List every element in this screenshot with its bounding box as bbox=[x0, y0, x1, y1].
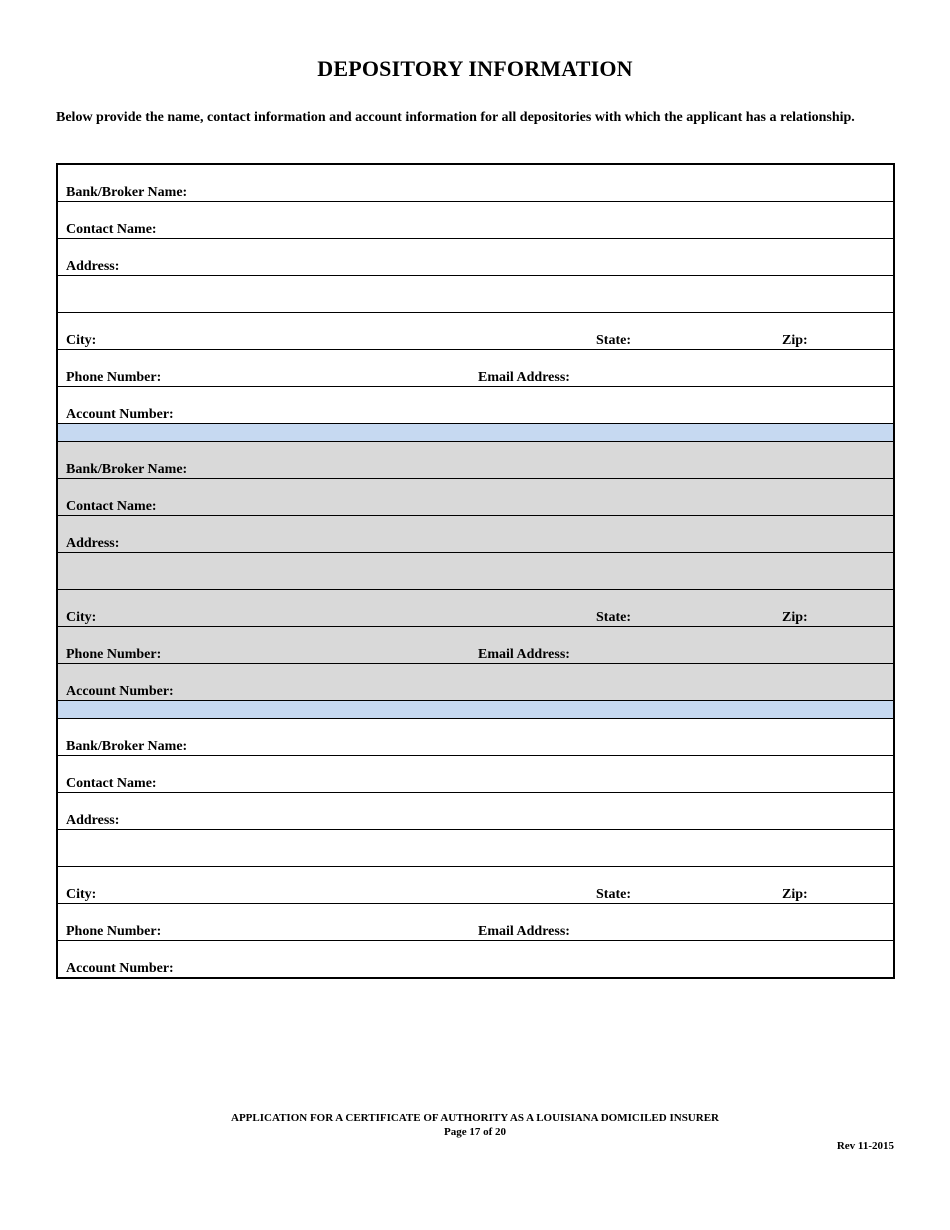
field-label: Zip: bbox=[782, 333, 808, 348]
field-label: Address: bbox=[66, 259, 120, 274]
account-number-field[interactable] bbox=[58, 664, 893, 701]
block-separator bbox=[58, 701, 893, 719]
address-line-2-field[interactable] bbox=[58, 276, 893, 313]
city-state-zip-row[interactable] bbox=[58, 590, 893, 627]
contact-name-field[interactable] bbox=[58, 479, 893, 516]
field-label: Phone Number: bbox=[66, 370, 162, 385]
field-label: Bank/Broker Name: bbox=[66, 739, 188, 754]
phone-email-row[interactable] bbox=[58, 350, 893, 387]
page-number: Page 17 of 20 bbox=[443, 1126, 506, 1138]
account-number-field[interactable] bbox=[58, 941, 893, 977]
account-number-field[interactable] bbox=[58, 387, 893, 424]
field-label: Email Address: bbox=[478, 924, 570, 939]
field-label: Email Address: bbox=[478, 647, 570, 662]
revision-label: Rev 11-2015 bbox=[836, 1140, 894, 1152]
field-label: State: bbox=[596, 610, 631, 625]
field-label: Email Address: bbox=[478, 370, 570, 385]
city-state-zip-row[interactable] bbox=[58, 313, 893, 350]
field-label: Phone Number: bbox=[66, 924, 162, 939]
city-state-zip-row[interactable] bbox=[58, 867, 893, 904]
intro-text: Below provide the name, contact information and account information for all depositories with which the applicant has a relationship. bbox=[56, 110, 855, 125]
field-label: Zip: bbox=[782, 887, 808, 902]
field-label: City: bbox=[66, 333, 97, 348]
contact-name-field[interactable] bbox=[58, 202, 893, 239]
bank-broker-name-field[interactable] bbox=[58, 165, 893, 202]
address-line-2-field[interactable] bbox=[58, 553, 893, 590]
field-label: Address: bbox=[66, 536, 120, 551]
bank-broker-name-field[interactable] bbox=[58, 442, 893, 479]
field-label: Account Number: bbox=[66, 684, 174, 699]
depository-form bbox=[56, 163, 895, 979]
address-field[interactable] bbox=[58, 516, 893, 553]
phone-email-row[interactable] bbox=[58, 627, 893, 664]
field-label: Contact Name: bbox=[66, 776, 157, 791]
block-separator bbox=[58, 424, 893, 442]
field-label: Contact Name: bbox=[66, 499, 157, 514]
footer-title: APPLICATION FOR A CERTIFICATE OF AUTHORITY AS A LOUISIANA DOMICILED INSURER bbox=[231, 1112, 719, 1124]
field-label: Bank/Broker Name: bbox=[66, 185, 188, 200]
depository-block-1 bbox=[58, 165, 893, 424]
field-label: Contact Name: bbox=[66, 222, 157, 237]
field-label: Address: bbox=[66, 813, 120, 828]
address-field[interactable] bbox=[58, 239, 893, 276]
field-label: Bank/Broker Name: bbox=[66, 462, 188, 477]
page-footer bbox=[0, 1111, 950, 1139]
field-label: Zip: bbox=[782, 610, 808, 625]
field-label: City: bbox=[66, 610, 97, 625]
bank-broker-name-field[interactable] bbox=[58, 719, 893, 756]
field-label: State: bbox=[596, 887, 631, 902]
field-label: Account Number: bbox=[66, 961, 174, 976]
field-label: Account Number: bbox=[66, 407, 174, 422]
address-line-2-field[interactable] bbox=[58, 830, 893, 867]
page-title: DEPOSITORY INFORMATION bbox=[317, 56, 633, 81]
depository-block-2 bbox=[58, 442, 893, 701]
field-label: State: bbox=[596, 333, 631, 348]
address-field[interactable] bbox=[58, 793, 893, 830]
field-label: City: bbox=[66, 887, 97, 902]
depository-block-3 bbox=[58, 719, 893, 977]
phone-email-row[interactable] bbox=[58, 904, 893, 941]
contact-name-field[interactable] bbox=[58, 756, 893, 793]
field-label: Phone Number: bbox=[66, 647, 162, 662]
